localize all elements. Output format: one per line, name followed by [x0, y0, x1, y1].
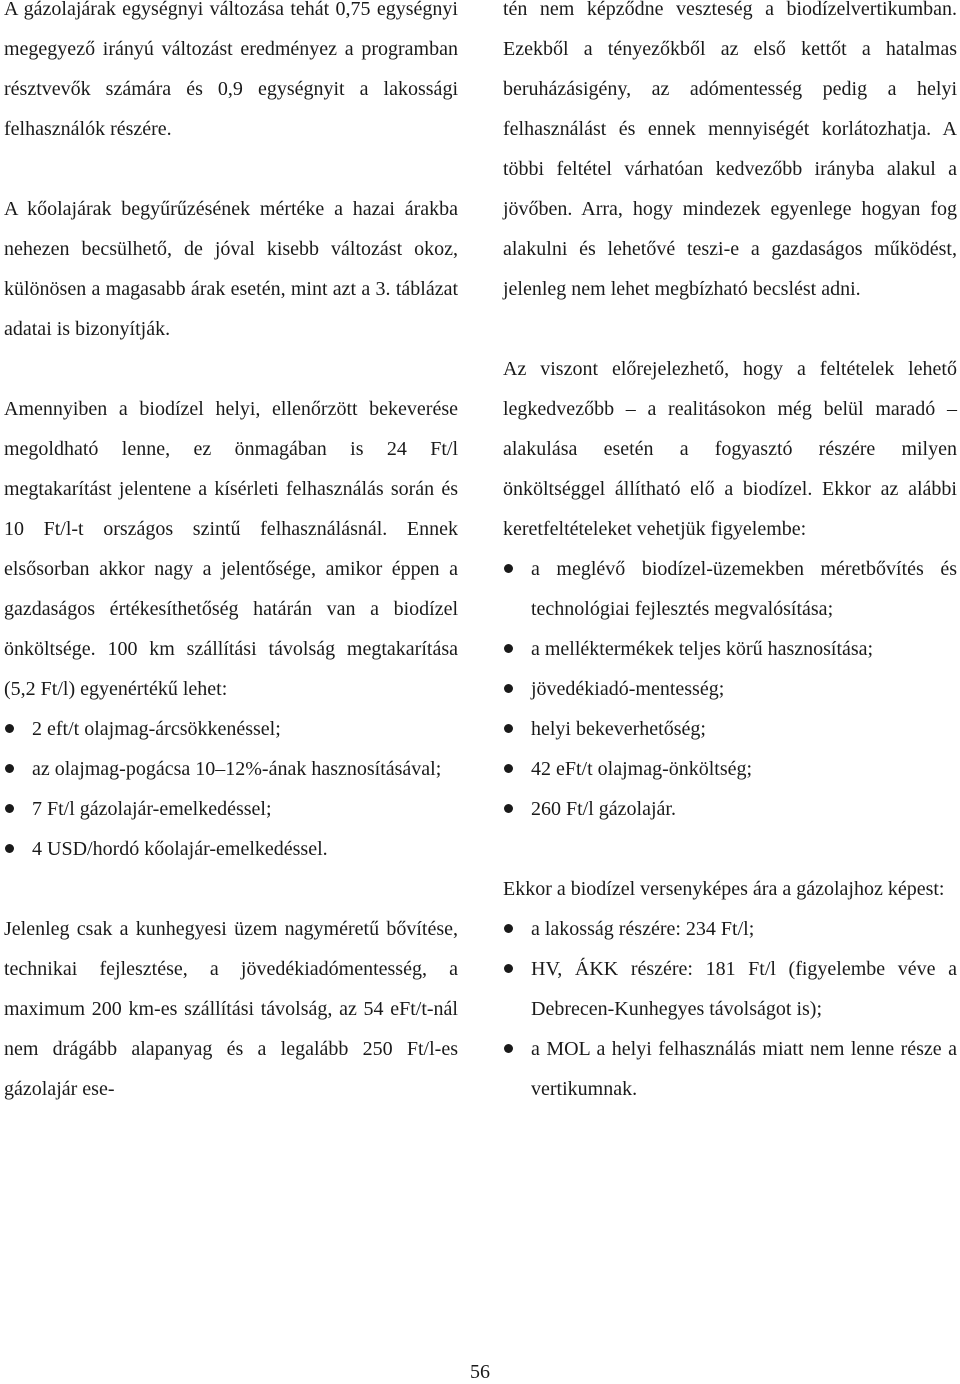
left-column [4, 0, 458, 1109]
paragraph: Jelenleg csak a kunhegyesi üzem nagyméretű bővítése, technikai fejlesztése, a jövedékiadómentesség, a maximum 200 km-es szállítási távolság, az 54 eFt/t-nál nem drágább alapanyag és a legalább 250 Ft/l-es gázolajár ese- [4, 918, 458, 1100]
list-item: jövedékiadó-mentesség; [503, 669, 957, 709]
list-item: a lakosság részére: 234 Ft/l; [503, 909, 957, 949]
paragraph: Amennyiben a biodízel helyi, ellenőrzött bekeverése megoldható lenne, ez önmagában is 24 Ft/l megtakarítást jelentene a kísérleti felhasználás során és 10 Ft/l-t országos szintű felhasználásnál. Ennek elsősorban akkor nagy a jelentősége, amikor éppen a gazdaságos értékesíthetőség határán van a biodízel önköltsége. 100 km szállítási távolság megtakarítása (5,2 Ft/l) egyenértékű lehet: [4, 398, 458, 700]
list-item: a MOL a helyi felhasználás miatt nem lenne része a vertikumnak. [503, 1029, 957, 1109]
bullet-list [503, 549, 957, 829]
list-item: 2 eft/t olajmag-árcsökkenéssel; [4, 709, 458, 749]
bullet-list [503, 909, 957, 1109]
list-item: HV, ÁKK részére: 181 Ft/l (figyelembe véve a Debrecen-Kunhegyes távolságot is); [503, 949, 957, 1029]
paragraph: A gázolajárak egységnyi változása tehát 0,75 egységnyi megegyező irányú változást eredményez a programban résztvevők számára és 0,9 egységnyit a lakossági felhasználók részére. [4, 0, 458, 140]
paragraph: A kőolajárak begyűrűzésének mértéke a hazai árakba nehezen becsülhető, de jóval kisebb változást okoz, különösen a magasabb árak esetén, mint azt a 3. táblázat adatai is bizonyítják. [4, 198, 458, 340]
bullet-list [4, 709, 458, 869]
list-item: 7 Ft/l gázolajár-emelkedéssel; [4, 789, 458, 829]
paragraph: tén nem képződne veszteség a biodízelvertikumban. Ezekből a tényezőkből az első kettőt a hatalmas beruházásigény, az adómentesség pedig a helyi felhasználást és ennek mennyiségét korlátozhatja. A többi feltétel várhatóan kedvezőbb irányba alakul a jövőben. Arra, hogy mindezek egyenlege hogyan fog alakulni és lehetővé teszi-e a gazdaságos működést, jelenleg nem lehet megbízható becslést adni. [503, 0, 957, 300]
list-item: a melléktermékek teljes körű hasznosítása; [503, 629, 957, 669]
list-item: 4 USD/hordó kőolajár-emelkedéssel. [4, 829, 458, 869]
list-item: a meglévő biodízel-üzemekben méretbővítés és technológiai fejlesztés megvalósítása; [503, 549, 957, 629]
right-column [503, 0, 957, 1149]
list-item: az olajmag-pogácsa 10–12%-ának hasznosításával; [4, 749, 458, 789]
page-number: 56 [470, 1361, 490, 1383]
paragraph: Ekkor a biodízel versenyképes ára a gázolajhoz képest: [503, 878, 945, 900]
list-item: 42 eFt/t olajmag-önköltség; [503, 749, 957, 789]
paragraph: Az viszont előrejelezhető, hogy a feltételek lehető legkedvezőbb – a realitásokon még belül maradó – alakulása esetén a fogyasztó részére milyen önköltséggel állítható elő a biodízel. Ekkor az alábbi keretfeltételeket vehetjük figyelembe: [503, 358, 957, 540]
list-item: 260 Ft/l gázolajár. [503, 789, 957, 829]
list-item: helyi bekeverhetőség; [503, 709, 957, 749]
